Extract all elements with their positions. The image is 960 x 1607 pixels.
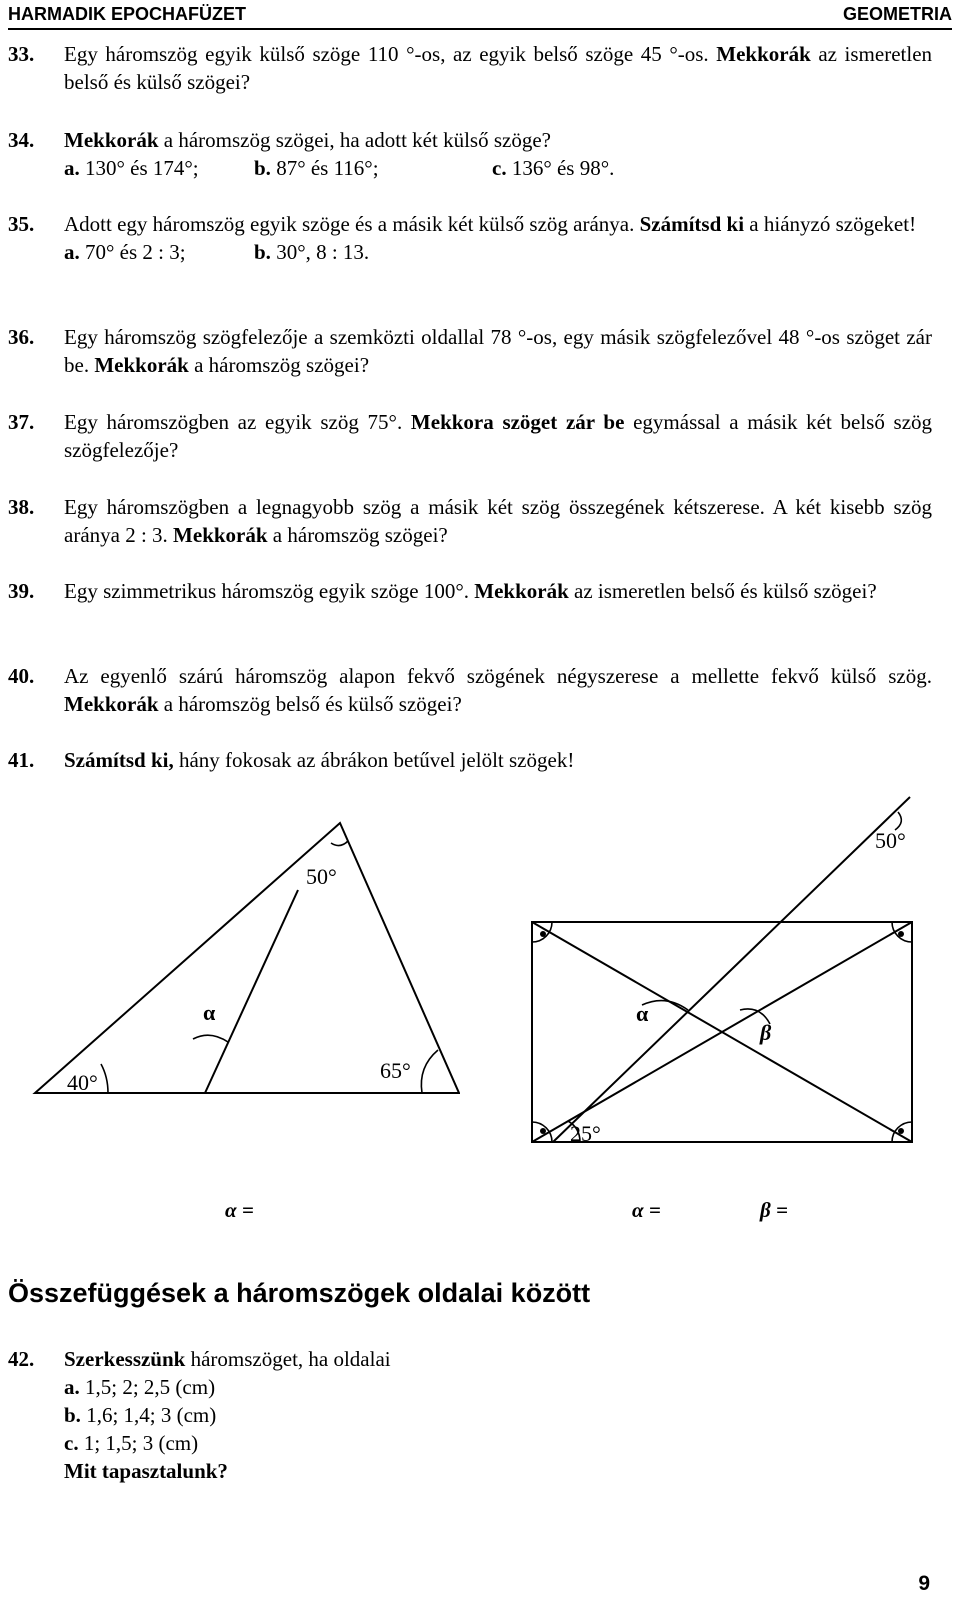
exercise-35 [8,210,932,266]
slanted-line [553,797,910,1142]
corner-dot [898,931,904,937]
exercise-text: a háromszög szögei, ha adott két külső szöge? [163,128,551,152]
option-label: b. [254,240,271,264]
option-label: b. [254,156,271,180]
exercise-37 [8,408,932,464]
exercise-text: háromszöget, ha oldalai [190,1347,391,1371]
answer-beta-2: β = [760,1198,788,1222]
exercise-number: 34. [8,128,35,152]
angle-arc-left [101,1064,108,1093]
exercise-number: 41. [8,748,35,772]
exercise-text: Az egyenlő szárú háromszög alapon fekvő szögének négyszerese a mellette fekvő külső szög. [64,664,932,688]
option-label: c. [492,156,507,180]
exercise-number: 33. [8,42,35,66]
option-text: 130° és 174°; [85,156,199,180]
angle-arc-right [421,1050,438,1093]
corner-dot [540,1128,546,1134]
exercise-emphasis: Mekkorák [474,579,569,603]
exercise-41 [8,746,932,774]
label-beta: β [760,1020,772,1045]
question-text: Mit tapasztalunk? [64,1459,228,1483]
option-text: 30°, 8 : 13. [276,240,370,264]
figure-triangle [0,800,460,1110]
page-number: 9 [918,1572,930,1595]
exercise-emphasis: Mekkorák [716,42,811,66]
exercise-text: Egy háromszögben az egyik szög 75°. [64,410,403,434]
label-angle-left: 40° [67,1070,98,1095]
option-text: 136° és 98°. [511,156,615,180]
exercise-text: az ismeretlen belső és külső szögei? [574,579,877,603]
exercise-text: a háromszög szögei? [194,353,370,377]
answer-alpha-2: α = [632,1198,661,1222]
exercise-number: 39. [8,579,35,603]
exercise-number: 37. [8,410,35,434]
option-text: 70° és 2 : 3; [85,240,186,264]
exercise-text: a háromszög szögei? [272,523,448,547]
option-text: 87° és 116°; [276,156,379,180]
option-label: a. [64,156,80,180]
corner-dot [898,1128,904,1134]
page-header [8,2,952,30]
exercise-34 [8,126,932,182]
exercise-text: egymással a másik két belső szög szögfelezője? [64,410,933,462]
label-angle-top: 50° [306,864,337,889]
option-text: 1,5; 2; 2,5 (cm) [85,1375,216,1399]
exercise-number: 35. [8,212,35,236]
section-title: Összefüggések a háromszögek oldalai között [8,1278,591,1308]
exercise-emphasis: Mekkorák [94,353,189,377]
exercise-emphasis: Mekkorák [64,692,159,716]
option-text: 1; 1,5; 3 (cm) [83,1431,199,1455]
figure-rectangle [500,790,940,1150]
exercise-emphasis: Mekkora szöget zár be [410,410,625,434]
option-label: b. [64,1403,81,1427]
exercise-emphasis: Számítsd [64,748,146,772]
angle-arc-top [331,841,348,846]
header-right: GEOMETRIA [842,4,952,24]
header-left: HARMADIK EPOCHAFÜZET [8,4,246,24]
exercise-33 [8,40,932,96]
exercise-text: az ismeretlen belső és külső szögei? [64,42,933,94]
label-angle-top: 50° [875,828,906,853]
exercise-emphasis: Mekkorák [64,128,159,152]
exercise-number: 40. [8,664,35,688]
label-angle-bottom: 25° [570,1121,601,1146]
exercise-38 [8,493,932,549]
exercise-40 [8,662,932,718]
exercise-text: Egy szimmetrikus háromszög egyik szöge 100°. [64,579,469,603]
option-label: a. [64,1375,80,1399]
exercise-text: Egy háromszög egyik külső szöge 110 °-os, az egyik belső szöge 45 °-os. [64,42,709,66]
exercise-number: 38. [8,495,35,519]
exercise-text: Egy háromszög szögfelezője a szemközti oldallal 78 °-os, egy másik szögfelezővel 48 °-os szöget zár be. [64,325,932,377]
triangle-outline [35,823,459,1093]
exercise-39 [8,577,932,605]
exercise-emphasis: Számítsd ki [639,212,745,236]
option-text: 1,6; 1,4; 3 (cm) [86,1403,217,1427]
exercise-emphasis: ki, [150,748,174,772]
corner-dot [540,931,546,937]
exercise-text: hány fokosak az ábrákon betűvel jelölt szögek! [178,748,575,772]
bisector-line [205,890,298,1093]
exercise-text: a háromszög belső és külső szögei? [163,692,462,716]
option-label: c. [64,1431,79,1455]
label-angle-right: 65° [380,1058,411,1083]
answer-alpha-1: α = [225,1198,254,1222]
exercise-number: 36. [8,325,35,349]
exercise-text: Adott egy háromszög egyik szöge és a másik két külső szög aránya. [64,212,635,236]
exercise-number: 42. [8,1347,35,1371]
label-alpha: α [203,1000,216,1025]
exercise-emphasis: Szerkesszünk [64,1347,186,1371]
exercise-emphasis: Mekkorák [173,523,268,547]
exercise-text: Egy háromszögben a legnagyobb szög a másik két szög összegének kétszerese. A két kisebb szög aránya 2 : 3. [64,495,932,547]
option-label: a. [64,240,80,264]
label-alpha: α [636,1001,649,1026]
angle-arc-alpha [193,1035,228,1042]
exercise-text: a hiányzó szögeket! [749,212,917,236]
exercise-36 [8,323,932,379]
exercise-42 [8,1345,932,1485]
